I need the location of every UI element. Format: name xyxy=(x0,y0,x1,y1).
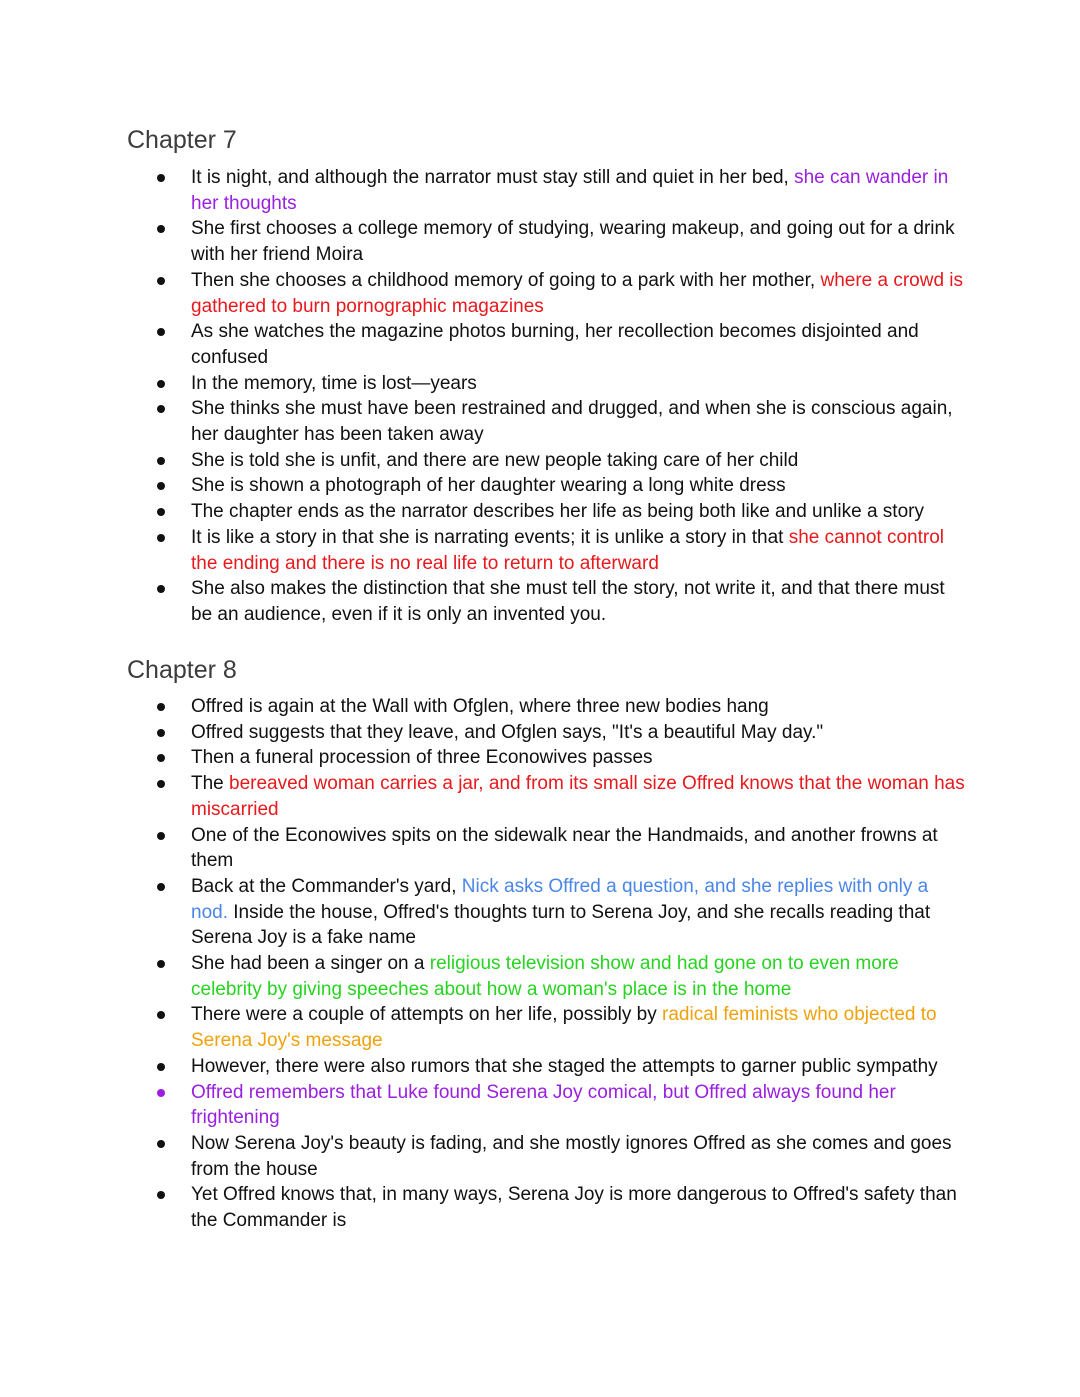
bullet-icon xyxy=(157,883,165,891)
note-item xyxy=(127,216,967,267)
note-text: She also makes the distinction that she must tell the story, not write it, and that there must be an audience, even if it is only an invented you. xyxy=(191,578,945,625)
note-text: She thinks she must have been restrained and drugged, and when she is conscious again, her daughter has been taken away xyxy=(191,398,953,446)
note-item xyxy=(127,1080,967,1131)
note-item xyxy=(127,525,967,576)
note-text: The chapter ends as the narrator describes her life as being both like and unlike a story xyxy=(191,501,924,523)
note-item xyxy=(127,319,967,370)
note-item xyxy=(127,1002,967,1053)
bullet-icon xyxy=(157,380,165,388)
note-text: However, there were also rumors that she staged the attempts to garner public sympathy xyxy=(191,1055,938,1077)
bullet-icon xyxy=(157,1191,165,1199)
bullet-icon xyxy=(157,457,165,465)
note-text: In the memory, time is lost—years xyxy=(191,372,477,394)
note-text: Offred suggests that they leave, and Ofglen says, "It's a beautiful May day." xyxy=(191,721,824,743)
chapter-notes-list xyxy=(127,694,967,1234)
bullet-icon xyxy=(157,225,165,233)
note-text: Back at the Commander's yard, xyxy=(191,875,462,897)
highlighted-text: bereaved woman carries a jar, and from its small size Offred knows that the woman has miscarried xyxy=(191,773,965,820)
note-item xyxy=(127,396,967,447)
note-text: Inside the house, Offred's thoughts turn to Serena Joy, and she recalls reading that Serena Joy is a fake name xyxy=(191,901,931,949)
highlighted-text: where a crowd is gathered to burn pornographic magazines xyxy=(191,269,964,317)
bullet-icon xyxy=(157,534,165,542)
highlighted-text: she cannot control the ending and there is no real life to return to afterward xyxy=(191,526,944,574)
bullet-icon xyxy=(157,703,165,711)
note-text: There were a couple of attempts on her life, possibly by xyxy=(191,1004,663,1026)
bullet-icon xyxy=(157,482,165,490)
note-text: She first chooses a college memory of studying, wearing makeup, and going out for a drink with her friend Moira xyxy=(191,218,955,266)
note-item xyxy=(127,1054,967,1080)
note-item xyxy=(127,268,967,319)
highlighted-text: radical feminists who objected to Serena Joy's message xyxy=(191,1004,937,1052)
note-item xyxy=(127,874,967,951)
note-text: Then she chooses a childhood memory of going to a park with her mother, xyxy=(191,269,821,291)
highlighted-text: religious television show and had gone on to even more celebrity by giving speeches about how a woman's place is in the home xyxy=(191,953,899,1000)
bullet-icon xyxy=(157,1011,165,1019)
bullet-icon xyxy=(157,780,165,788)
note-item xyxy=(127,576,967,627)
bullet-icon xyxy=(157,832,165,840)
bullet-icon xyxy=(157,729,165,737)
note-item xyxy=(127,694,967,720)
highlighted-text: she can wander in her thoughts xyxy=(191,167,949,214)
note-text: Yet Offred knows that, in many ways, Serena Joy is more dangerous to Offred's safety than the Commander is xyxy=(191,1184,957,1232)
bullet-icon xyxy=(157,585,165,593)
note-text: She is shown a photograph of her daughter wearing a long white dress xyxy=(191,475,786,497)
bullet-icon xyxy=(157,328,165,336)
note-item xyxy=(127,951,967,1002)
note-text: One of the Econowives spits on the sidewalk near the Handmaids, and another frowns at them xyxy=(191,824,938,872)
note-item xyxy=(127,1131,967,1182)
chapter-heading: Chapter 8 xyxy=(127,656,237,684)
bullet-icon xyxy=(157,1089,165,1097)
note-item xyxy=(127,448,967,474)
note-item xyxy=(127,165,967,216)
note-text: She is told she is unfit, and there are new people taking care of her child xyxy=(191,449,799,471)
note-text: Then a funeral procession of three Econowives passes xyxy=(191,747,653,769)
note-text: Now Serena Joy's beauty is fading, and she mostly ignores Offred as she comes and goes from the house xyxy=(191,1132,952,1180)
highlighted-text: Nick asks Offred a question, and she replies with only a nod. xyxy=(191,875,929,923)
note-item xyxy=(127,720,967,746)
note-text: As she watches the magazine photos burning, her recollection becomes disjointed and confused xyxy=(191,321,919,368)
note-item xyxy=(127,745,967,771)
note-item xyxy=(127,771,967,822)
note-item xyxy=(127,1182,967,1233)
bullet-icon xyxy=(157,277,165,285)
chapter-notes-list xyxy=(127,165,967,628)
bullet-icon xyxy=(157,174,165,182)
note-text: She had been a singer on a xyxy=(191,953,430,975)
bullet-icon xyxy=(157,754,165,762)
bullet-icon xyxy=(157,1140,165,1148)
bullet-icon xyxy=(157,508,165,516)
note-text: The xyxy=(191,773,230,795)
bullet-icon xyxy=(157,1063,165,1071)
highlighted-text: Offred remembers that Luke found Serena Joy comical, but Offred always found her frightening xyxy=(191,1081,896,1129)
note-text: Offred is again at the Wall with Ofglen, where three new bodies hang xyxy=(191,696,769,717)
chapter-heading: Chapter 7 xyxy=(127,126,237,154)
bullet-icon xyxy=(157,405,165,413)
note-item xyxy=(127,823,967,874)
note-text: It is like a story in that she is narrating events; it is unlike a story in that xyxy=(191,526,789,548)
note-text: It is night, and although the narrator must stay still and quiet in her bed, xyxy=(191,167,795,188)
bullet-icon xyxy=(157,960,165,968)
note-item xyxy=(127,371,967,397)
note-item xyxy=(127,499,967,525)
note-item xyxy=(127,473,967,499)
